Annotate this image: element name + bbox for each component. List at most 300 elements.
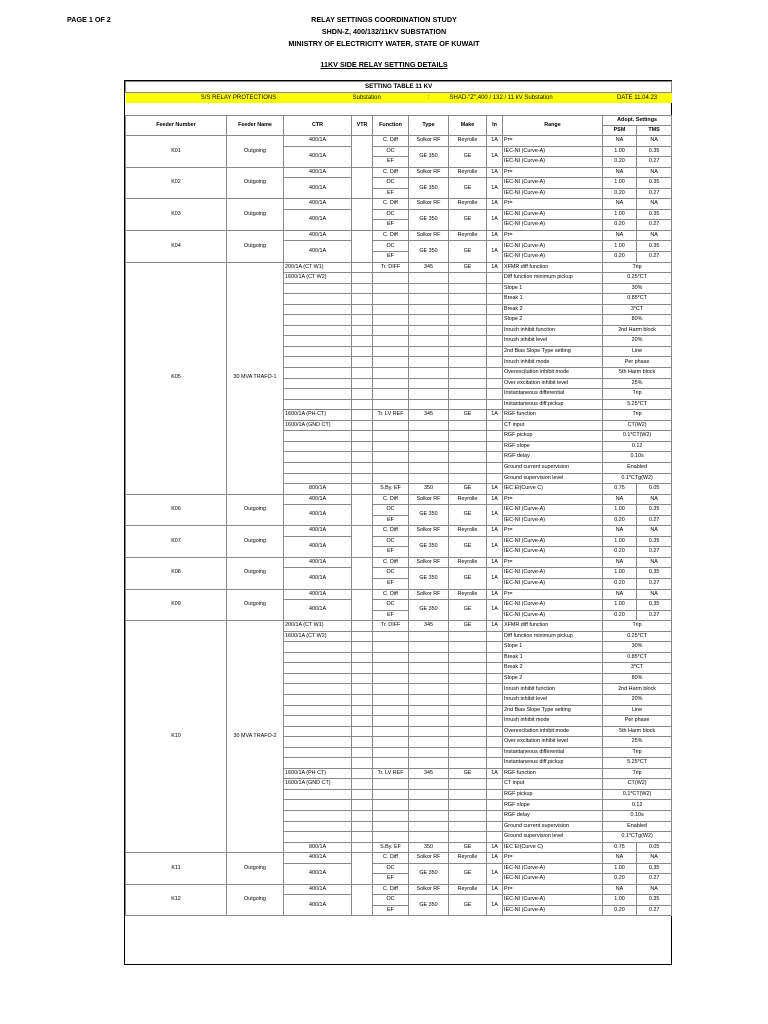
- ctr-value: [284, 673, 352, 684]
- vtr-value: [352, 357, 373, 368]
- vtr-value: [352, 431, 373, 442]
- range-value: RGF delay: [503, 811, 603, 822]
- in-value: 1A: [487, 568, 503, 589]
- col-adopt-settings: Adopt. Settings: [603, 116, 672, 126]
- in-value: [487, 673, 503, 684]
- feeder-number: K10: [126, 621, 227, 853]
- ctr-value: 400/1A: [284, 209, 352, 230]
- feeder-name: Outgoing: [227, 589, 284, 621]
- document-title: RELAY SETTINGS COORDINATION STUDY: [311, 15, 457, 24]
- type-value: [409, 631, 449, 642]
- make-value: Reyrolle: [449, 494, 487, 505]
- in-value: 1A: [487, 209, 503, 230]
- in-value: 1A: [487, 167, 503, 178]
- range-value: Inrush inhibit level: [503, 694, 603, 705]
- range-value: Ground current supervision: [503, 462, 603, 473]
- in-value: [487, 832, 503, 843]
- make-value: [449, 368, 487, 379]
- ctr-value: 400/1A: [284, 568, 352, 589]
- vtr-value: [352, 779, 373, 790]
- psm-value: 0.20: [603, 188, 637, 199]
- range-value: IEC-NI (Curve-A): [503, 515, 603, 526]
- adopt-setting-value: 5.25*CT: [603, 399, 672, 410]
- function-value: EF: [373, 157, 409, 168]
- function-value: EF: [373, 578, 409, 589]
- vtr-value: [352, 325, 373, 336]
- psm-value: 1.00: [603, 895, 637, 906]
- feeder-name: Outgoing: [227, 136, 284, 168]
- range-value: Pr=: [503, 589, 603, 600]
- psm-value: NA: [603, 853, 637, 864]
- tms-value: 0.35: [637, 895, 672, 906]
- make-value: [449, 684, 487, 695]
- psm-value: 1.00: [603, 146, 637, 157]
- vtr-value: [352, 832, 373, 843]
- function-value: [373, 357, 409, 368]
- banner-colon: :: [409, 93, 449, 103]
- type-value: [409, 473, 449, 484]
- range-value: Inrush inhibit mode: [503, 357, 603, 368]
- feeder-row: [126, 494, 672, 505]
- tms-value: NA: [637, 884, 672, 895]
- type-value: 345: [409, 768, 449, 779]
- vtr-value: [352, 484, 373, 495]
- range-value: IEC-NI (Curve-A): [503, 863, 603, 874]
- vtr-value: [352, 800, 373, 811]
- range-value: IEC-NI (Curve-A): [503, 188, 603, 199]
- vtr-value: [352, 631, 373, 642]
- in-value: 1A: [487, 600, 503, 621]
- in-value: 1A: [487, 895, 503, 916]
- feeder-row: [126, 167, 672, 178]
- tms-value: NA: [637, 853, 672, 864]
- range-value: IEC EI(Curve C): [503, 484, 603, 495]
- adopt-setting-value: 2nd Harm block: [603, 325, 672, 336]
- function-value: OC: [373, 178, 409, 189]
- vtr-value: [352, 642, 373, 653]
- range-value: Break 2: [503, 663, 603, 674]
- ctr-value: [284, 821, 352, 832]
- make-value: [449, 441, 487, 452]
- function-value: C. Diff: [373, 853, 409, 864]
- range-value: IEC-NI (Curve-A): [503, 578, 603, 589]
- type-value: [409, 747, 449, 758]
- function-value: [373, 737, 409, 748]
- in-value: 1A: [487, 768, 503, 779]
- type-value: GE 350: [409, 505, 449, 526]
- ctr-value: [284, 294, 352, 305]
- make-value: [449, 758, 487, 769]
- type-value: [409, 779, 449, 790]
- adopt-setting-value: 5th Harm block: [603, 726, 672, 737]
- function-value: [373, 631, 409, 642]
- vtr-value: [352, 452, 373, 463]
- col-psm: PSM: [603, 126, 637, 136]
- make-value: GE: [449, 895, 487, 916]
- adopt-setting-value: 0.85*CT: [603, 294, 672, 305]
- make-value: [449, 315, 487, 326]
- in-value: 1A: [487, 853, 503, 864]
- col-ctr: CTR: [284, 116, 352, 136]
- psm-value: 1.00: [603, 209, 637, 220]
- type-value: [409, 420, 449, 431]
- ctr-value: 1600/1A (CT W2): [284, 273, 352, 284]
- vtr-value: [352, 694, 373, 705]
- ministry-title: MINISTRY OF ELECTRICITY WATER, STATE OF KUWAIT: [288, 39, 480, 48]
- tms-value: 0.27: [637, 515, 672, 526]
- psm-value: 1.00: [603, 178, 637, 189]
- adopt-setting-value: 0.12: [603, 441, 672, 452]
- psm-value: 0.20: [603, 610, 637, 621]
- in-value: [487, 726, 503, 737]
- function-value: EF: [373, 547, 409, 558]
- make-value: [449, 399, 487, 410]
- in-value: 1A: [487, 178, 503, 199]
- range-value: IEC-NI (Curve-A): [503, 178, 603, 189]
- ctr-value: [284, 652, 352, 663]
- tms-value: 0.27: [637, 252, 672, 263]
- make-value: [449, 378, 487, 389]
- vtr-value: [352, 441, 373, 452]
- feeder-name: Outgoing: [227, 199, 284, 231]
- in-value: [487, 642, 503, 653]
- col-vtr: VTR: [352, 116, 373, 136]
- type-value: [409, 399, 449, 410]
- function-value: [373, 684, 409, 695]
- in-value: [487, 473, 503, 484]
- feeder-name: Outgoing: [227, 884, 284, 916]
- vtr-value: [352, 716, 373, 727]
- range-value: Break 1: [503, 294, 603, 305]
- make-value: [449, 737, 487, 748]
- ctr-value: [284, 368, 352, 379]
- make-value: [449, 811, 487, 822]
- make-value: [449, 431, 487, 442]
- range-value: Over excitation inhibit level: [503, 737, 603, 748]
- adopt-setting-value: 0.1*CT(W2): [603, 789, 672, 800]
- make-value: [449, 631, 487, 642]
- vtr-value: [352, 283, 373, 294]
- col-function: Function: [373, 116, 409, 136]
- type-value: [409, 315, 449, 326]
- range-value: Overexcitation inhibit mode: [503, 368, 603, 379]
- type-value: GE 350: [409, 241, 449, 262]
- vtr-value: [352, 262, 373, 273]
- function-value: [373, 304, 409, 315]
- function-value: Tr. DIFF: [373, 621, 409, 632]
- in-value: 1A: [487, 484, 503, 495]
- in-value: 1A: [487, 557, 503, 568]
- feeder-name: 30 MVA TRAFO-2: [227, 621, 284, 853]
- vtr-value: [352, 494, 373, 526]
- function-value: EF: [373, 610, 409, 621]
- range-value: IEC-NI (Curve-A): [503, 209, 603, 220]
- range-value: IEC-NI (Curve-A): [503, 157, 603, 168]
- ctr-value: [284, 389, 352, 400]
- make-value: [449, 389, 487, 400]
- psm-value: 1.00: [603, 600, 637, 611]
- in-value: [487, 758, 503, 769]
- range-value: Pr=: [503, 557, 603, 568]
- feeder-number: K07: [126, 526, 227, 558]
- tms-value: 0.27: [637, 188, 672, 199]
- make-value: [449, 283, 487, 294]
- make-value: GE: [449, 410, 487, 421]
- adopt-setting-value: Enabled: [603, 462, 672, 473]
- ctr-value: [284, 811, 352, 822]
- ctr-value: 400/1A: [284, 230, 352, 241]
- range-value: CT input: [503, 779, 603, 790]
- tms-value: 0.35: [637, 536, 672, 547]
- type-value: Solkor RF: [409, 884, 449, 895]
- ctr-value: [284, 325, 352, 336]
- in-value: 1A: [487, 621, 503, 632]
- function-value: [373, 462, 409, 473]
- range-value: Break 2: [503, 304, 603, 315]
- feeder-row: [126, 884, 672, 895]
- function-value: EF: [373, 515, 409, 526]
- range-value: IEC-NI (Curve-A): [503, 895, 603, 906]
- range-value: Instantaneous diff.pickup: [503, 758, 603, 769]
- in-value: [487, 716, 503, 727]
- substation-name: SHAD-"Z",400 / 132 / 11 kV Substation: [449, 93, 603, 103]
- make-value: [449, 832, 487, 843]
- function-value: [373, 758, 409, 769]
- psm-value: NA: [603, 167, 637, 178]
- ctr-value: 400/1A: [284, 884, 352, 895]
- psm-value: NA: [603, 199, 637, 210]
- adopt-setting-value: 20%: [603, 336, 672, 347]
- function-value: C. Diff: [373, 136, 409, 147]
- ctr-value: 800/1A: [284, 484, 352, 495]
- range-value: CT input: [503, 420, 603, 431]
- function-value: [373, 726, 409, 737]
- in-value: 1A: [487, 505, 503, 526]
- range-value: Inrush inhibit mode: [503, 716, 603, 727]
- adopt-setting-value: CT(W2): [603, 779, 672, 790]
- range-value: Instantaneous differential: [503, 389, 603, 400]
- type-value: [409, 325, 449, 336]
- function-value: C. Diff: [373, 494, 409, 505]
- type-value: 345: [409, 262, 449, 273]
- adopt-setting-value: 0.1*CTg(W2): [603, 832, 672, 843]
- vtr-value: [352, 747, 373, 758]
- range-value: IEC-NI (Curve-A): [503, 252, 603, 263]
- function-value: [373, 821, 409, 832]
- function-value: [373, 273, 409, 284]
- type-value: [409, 642, 449, 653]
- range-value: IEC-NI (Curve-A): [503, 241, 603, 252]
- type-value: [409, 273, 449, 284]
- tms-value: 0.27: [637, 220, 672, 231]
- in-value: [487, 441, 503, 452]
- make-value: [449, 304, 487, 315]
- range-value: Pr=: [503, 230, 603, 241]
- type-value: [409, 716, 449, 727]
- make-value: [449, 346, 487, 357]
- function-value: EF: [373, 220, 409, 231]
- type-value: [409, 441, 449, 452]
- ctr-value: 400/1A: [284, 600, 352, 621]
- ctr-value: [284, 737, 352, 748]
- ctr-value: [284, 441, 352, 452]
- adopt-setting-value: Trip: [603, 768, 672, 779]
- make-value: GE: [449, 568, 487, 589]
- range-value: Inrush inhibit function: [503, 325, 603, 336]
- feeder-number: K11: [126, 853, 227, 885]
- function-value: [373, 420, 409, 431]
- vtr-value: [352, 811, 373, 822]
- function-value: Tr. LV REF: [373, 768, 409, 779]
- tms-value: 0.27: [637, 905, 672, 916]
- feeder-name: Outgoing: [227, 230, 284, 262]
- feeder-number: K03: [126, 199, 227, 231]
- make-value: Reyrolle: [449, 557, 487, 568]
- function-value: C. Diff: [373, 557, 409, 568]
- psm-value: NA: [603, 589, 637, 600]
- ctr-value: [284, 462, 352, 473]
- make-value: GE: [449, 600, 487, 621]
- range-value: Overexcitation inhibit mode: [503, 726, 603, 737]
- in-value: 1A: [487, 262, 503, 273]
- function-value: OC: [373, 505, 409, 516]
- function-value: [373, 789, 409, 800]
- function-value: [373, 800, 409, 811]
- feeder-number: K09: [126, 589, 227, 621]
- adopt-setting-value: 25%: [603, 737, 672, 748]
- type-value: GE 350: [409, 863, 449, 884]
- function-value: [373, 473, 409, 484]
- range-value: Slope 1: [503, 283, 603, 294]
- range-value: Slope 2: [503, 315, 603, 326]
- function-value: [373, 652, 409, 663]
- type-value: [409, 800, 449, 811]
- type-value: [409, 726, 449, 737]
- psm-value: 0.20: [603, 157, 637, 168]
- section-subtitle: 11KV SIDE RELAY SETTING DETAILS: [320, 60, 448, 69]
- range-value: IEC-NI (Curve-A): [503, 547, 603, 558]
- make-value: [449, 726, 487, 737]
- type-value: 345: [409, 410, 449, 421]
- range-value: IEC EI(Curve C): [503, 842, 603, 853]
- feeder-name: Outgoing: [227, 167, 284, 199]
- feeder-number: K06: [126, 494, 227, 526]
- in-value: [487, 378, 503, 389]
- vtr-value: [352, 410, 373, 421]
- feeder-number: K08: [126, 557, 227, 589]
- feeder-name: 30 MVA TRAFO-1: [227, 262, 284, 494]
- make-value: [449, 357, 487, 368]
- type-value: Solkor RF: [409, 494, 449, 505]
- type-value: GE 350: [409, 209, 449, 230]
- make-value: [449, 462, 487, 473]
- tms-value: 0.35: [637, 568, 672, 579]
- in-value: [487, 779, 503, 790]
- ctr-value: 400/1A: [284, 146, 352, 167]
- vtr-value: [352, 315, 373, 326]
- make-value: Reyrolle: [449, 167, 487, 178]
- ctr-value: 1600/1A (GND CT): [284, 420, 352, 431]
- function-value: [373, 716, 409, 727]
- type-value: [409, 684, 449, 695]
- function-value: [373, 452, 409, 463]
- type-value: [409, 452, 449, 463]
- tms-value: NA: [637, 526, 672, 537]
- ctr-value: 400/1A: [284, 557, 352, 568]
- in-value: [487, 346, 503, 357]
- type-value: Solkor RF: [409, 167, 449, 178]
- adopt-setting-value: 0.10s: [603, 811, 672, 822]
- function-value: [373, 663, 409, 674]
- ctr-value: [284, 758, 352, 769]
- range-value: RGF function: [503, 768, 603, 779]
- function-value: [373, 399, 409, 410]
- col-range: Range: [503, 116, 603, 136]
- ctr-value: 400/1A: [284, 136, 352, 147]
- type-value: [409, 304, 449, 315]
- tms-value: 0.27: [637, 547, 672, 558]
- make-value: [449, 273, 487, 284]
- function-value: [373, 325, 409, 336]
- ctr-value: [284, 684, 352, 695]
- range-value: Ground current supervision: [503, 821, 603, 832]
- in-value: [487, 821, 503, 832]
- ctr-value: 1600/1A (PH CT): [284, 410, 352, 421]
- make-value: [449, 420, 487, 431]
- in-value: 1A: [487, 410, 503, 421]
- function-value: C. Diff: [373, 526, 409, 537]
- in-value: [487, 357, 503, 368]
- spacer: [126, 103, 672, 116]
- range-value: RGF slope: [503, 800, 603, 811]
- feeder-number: K12: [126, 884, 227, 916]
- make-value: [449, 779, 487, 790]
- ctr-value: 1600/1A (CT W2): [284, 631, 352, 642]
- in-value: [487, 705, 503, 716]
- tms-value: NA: [637, 557, 672, 568]
- range-value: IEC-NI (Curve-A): [503, 905, 603, 916]
- range-value: Slope 1: [503, 642, 603, 653]
- function-value: C. Diff: [373, 589, 409, 600]
- adopt-setting-value: Trip: [603, 747, 672, 758]
- type-value: [409, 673, 449, 684]
- make-value: [449, 325, 487, 336]
- ctr-value: [284, 399, 352, 410]
- function-value: OC: [373, 895, 409, 906]
- function-value: [373, 705, 409, 716]
- vtr-value: [352, 652, 373, 663]
- ctr-value: 400/1A: [284, 526, 352, 537]
- ctr-value: [284, 694, 352, 705]
- make-value: GE: [449, 209, 487, 230]
- feeder-name: Outgoing: [227, 557, 284, 589]
- adopt-setting-value: 25%: [603, 378, 672, 389]
- function-value: OC: [373, 146, 409, 157]
- in-value: [487, 431, 503, 442]
- range-value: Diff function minimum pickup: [503, 273, 603, 284]
- tms-value: 0.05: [637, 484, 672, 495]
- function-value: C. Diff: [373, 230, 409, 241]
- adopt-setting-value: Line: [603, 346, 672, 357]
- vtr-value: [352, 684, 373, 695]
- type-value: GE 350: [409, 895, 449, 916]
- make-value: [449, 789, 487, 800]
- vtr-value: [352, 336, 373, 347]
- make-value: [449, 294, 487, 305]
- in-value: [487, 737, 503, 748]
- make-value: Reyrolle: [449, 230, 487, 241]
- in-value: [487, 811, 503, 822]
